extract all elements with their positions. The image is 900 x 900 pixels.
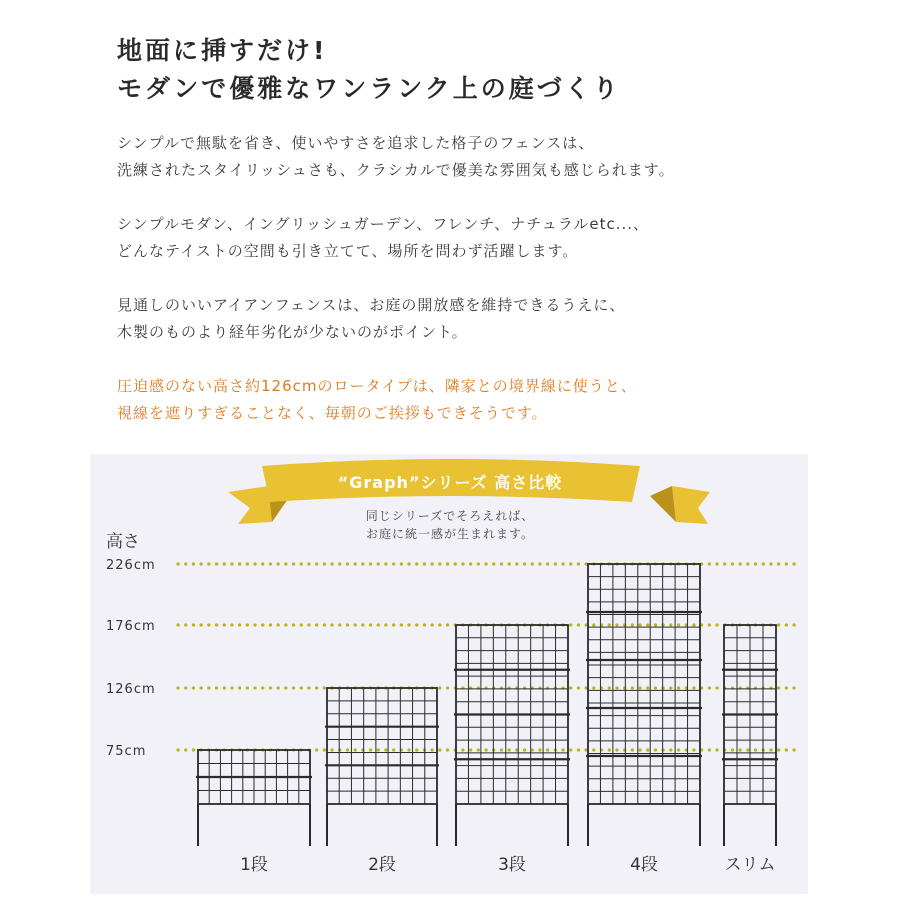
chart-subtitle-line-1: 同じシリーズでそろえれば、 <box>365 509 535 523</box>
ribbon-tail-right <box>672 486 710 524</box>
fence-1 <box>196 750 312 846</box>
chart-subtitle-line-2: お庭に統一感が生まれます。 <box>365 527 535 541</box>
fence-frame <box>327 688 437 804</box>
fence-5 <box>722 625 778 846</box>
ribbon-tail-left <box>228 486 272 524</box>
headline-line-2: モダンで優雅なワンランク上の庭づくり <box>117 74 621 103</box>
fence-bars <box>196 564 778 846</box>
fence-frame <box>588 564 700 804</box>
banner-title: “Graph”シリーズ 高さ比較 <box>337 473 563 492</box>
paragraph-line: 洗練されたスタイリッシュさも、クラシカルで優美な雰囲気も感じられます。 <box>117 161 675 179</box>
paragraph-line: 視線を遮りすぎることなく、毎朝のご挨拶もできそうです。 <box>117 404 548 422</box>
ribbon-fold-right <box>650 486 676 522</box>
y-tick-label: 226cm <box>106 558 156 573</box>
y-tick-label: 75cm <box>106 744 147 759</box>
paragraph-line: シンプルモダン、イングリッシュガーデン、フレンチ、ナチュラルetc...、 <box>117 215 650 233</box>
category-label: 1段 <box>240 855 268 875</box>
paragraph-line: どんなテイストの空間も引き立てて、場所を問わず活躍します。 <box>117 242 579 260</box>
category-labels <box>240 855 775 875</box>
y-tick-label: 126cm <box>106 682 156 697</box>
fence-2 <box>325 688 439 846</box>
category-label: 2段 <box>368 855 396 875</box>
height-guides <box>106 558 800 759</box>
paragraph-line: 見通しのいいアイアンフェンスは、お庭の開放感を維持できるうえに、 <box>117 296 626 314</box>
fence-3 <box>454 625 570 846</box>
y-tick-label: 176cm <box>106 619 156 634</box>
category-label: 4段 <box>630 855 658 875</box>
category-label: スリム <box>724 855 776 875</box>
paragraph-line: 圧迫感のない高さ約126cmのロータイプは、隣家との境界線に使うと、 <box>117 377 637 395</box>
category-label: 3段 <box>498 855 526 875</box>
fence-4 <box>586 564 702 846</box>
paragraph-line: 木製のものより経年劣化が少ないのがポイント。 <box>117 323 468 341</box>
paragraph-line: シンプルで無駄を省き、使いやすさを追求した格子のフェンスは、 <box>117 134 595 152</box>
headline-line-1: 地面に挿すだけ! <box>117 36 328 65</box>
y-axis-label: 高さ <box>106 532 140 552</box>
